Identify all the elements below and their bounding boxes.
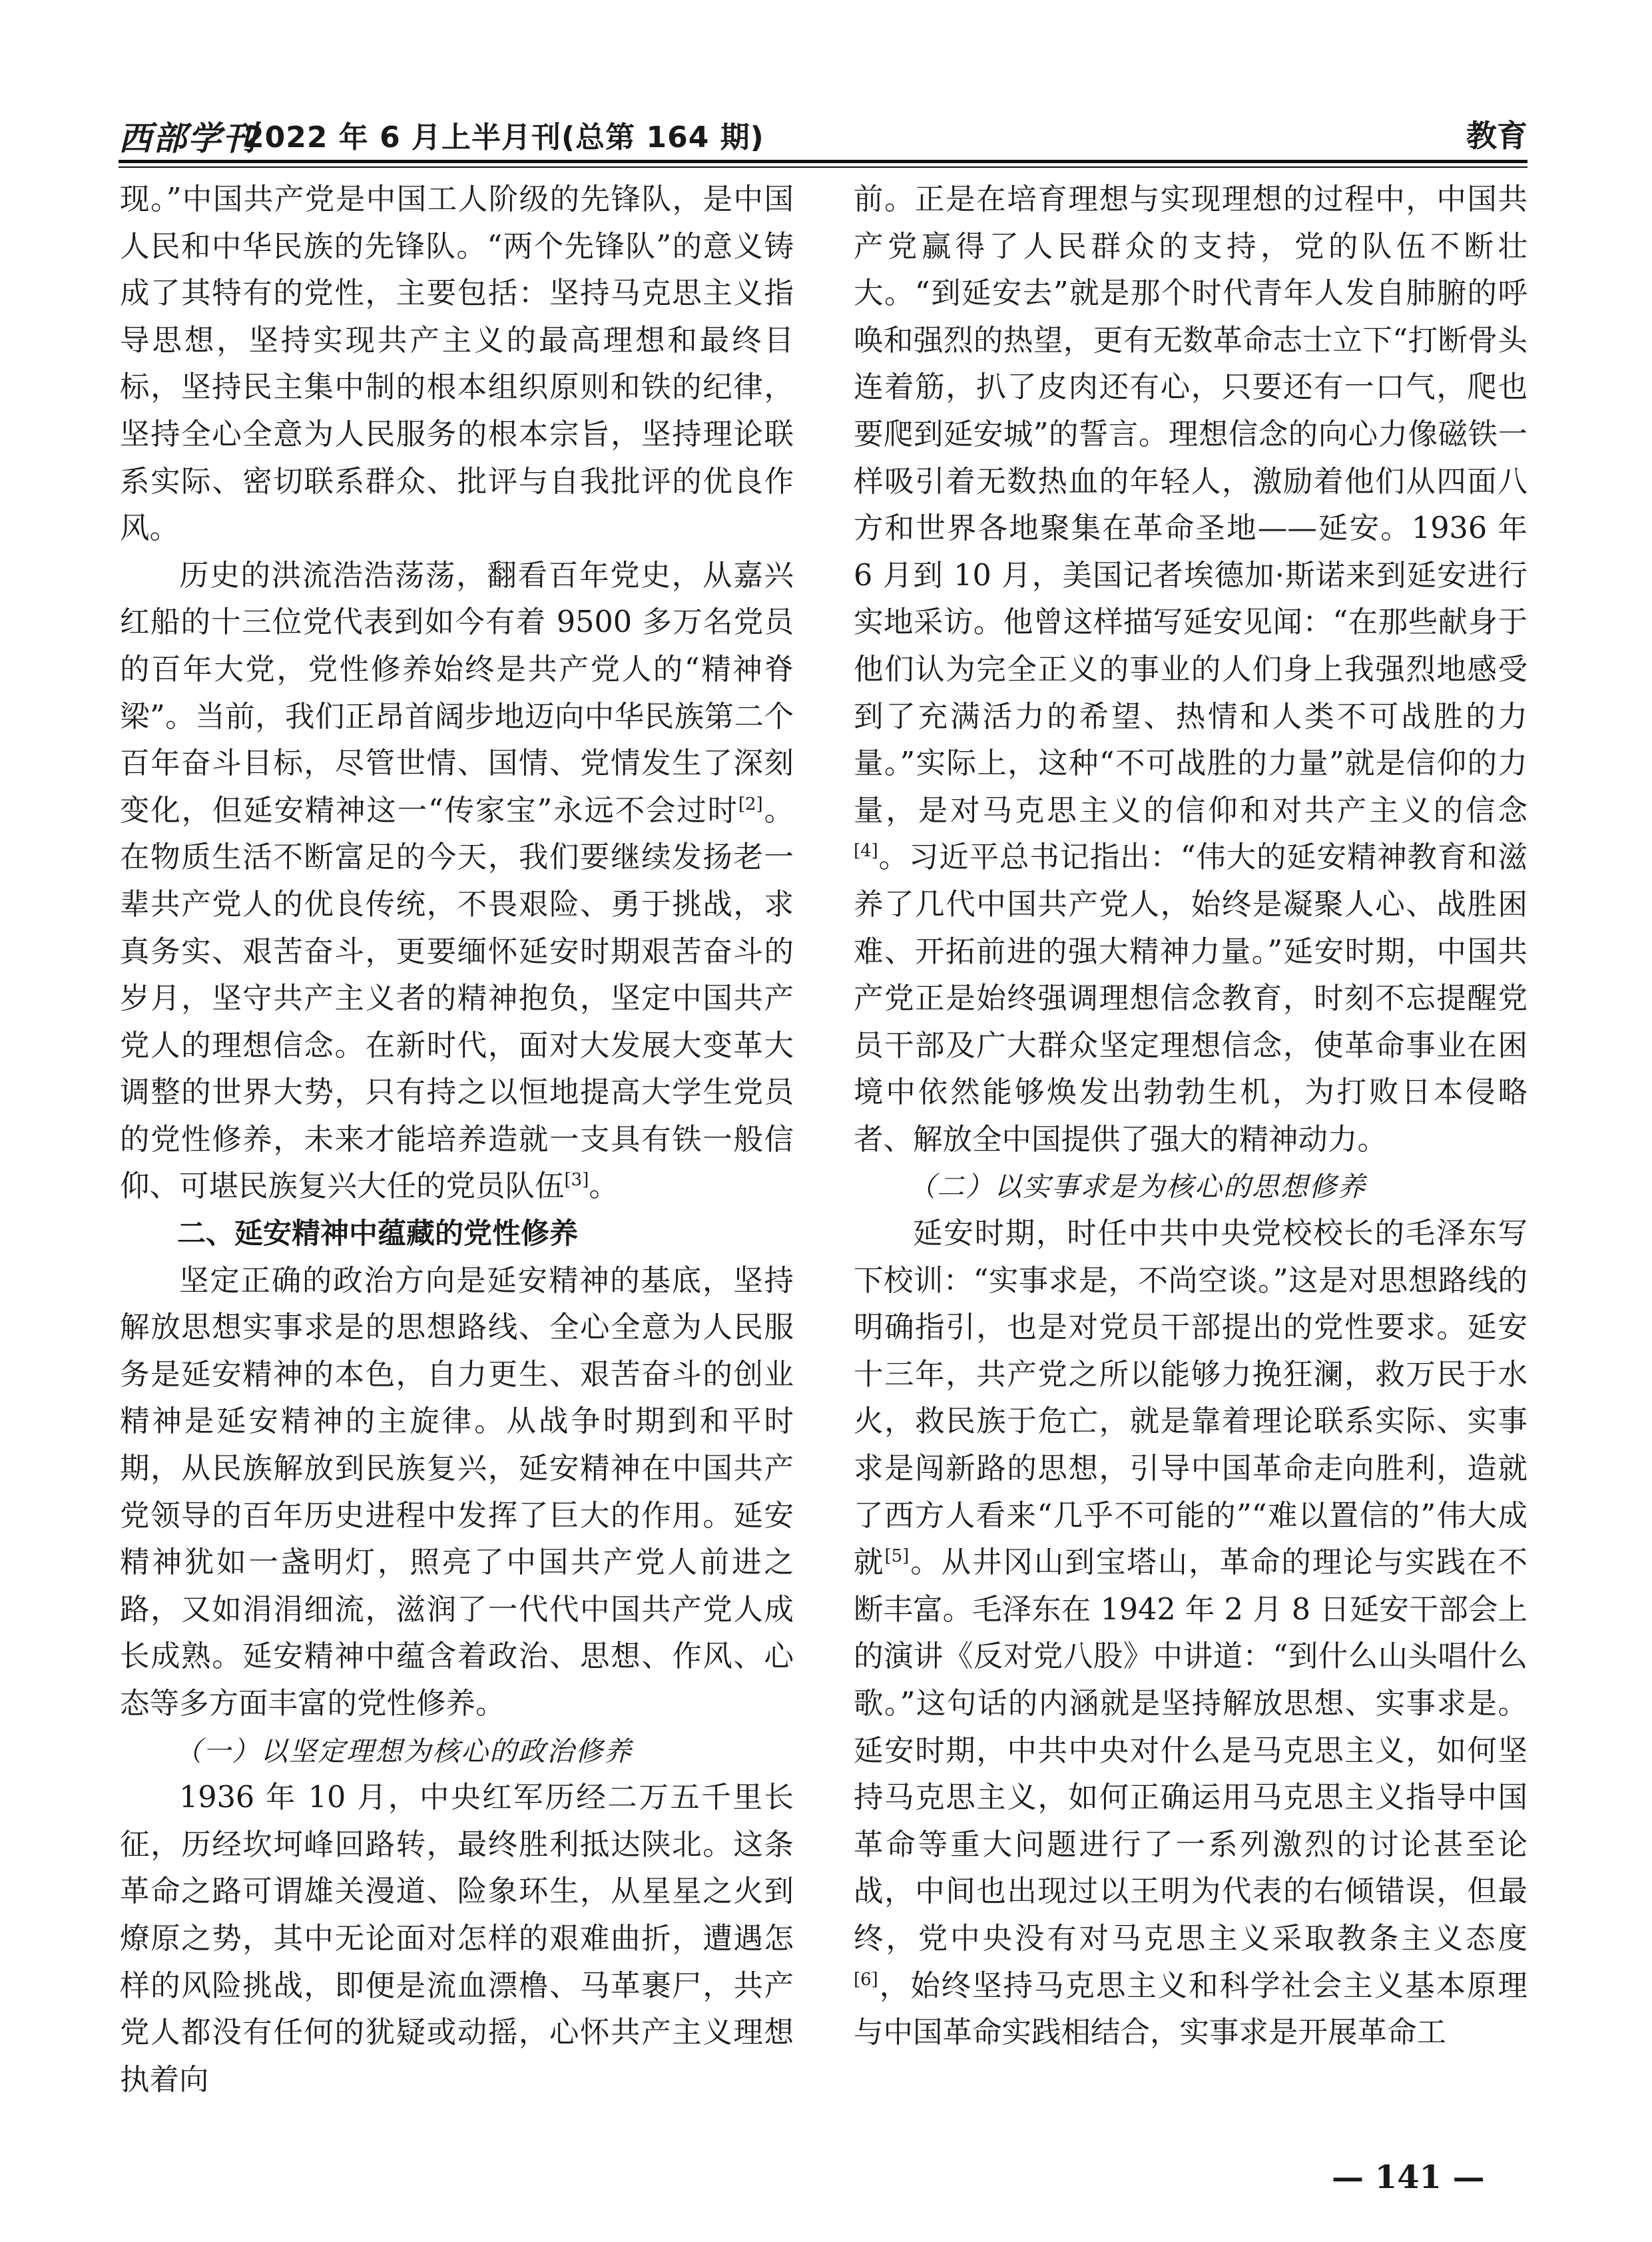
subsection-heading: （一）以坚定理想为核心的政治修养 — [174, 1735, 633, 1767]
citation-mark: [4] — [854, 841, 878, 862]
paragraph — [120, 553, 794, 1211]
paragraph-text: 。习近平总书记指出：“伟大的延安精神教育和滋养了几代中国共产党人，始终是凝聚人心、战胜困难、开拓前进的强大精神力量。”延安时期，中国共产党正是始终强调理想信念教育，时刻不忘提醒党员干部及广大群众坚定理想信念，使革命事业在困境中依然能够焕发出勃勃生机，为打败日本侵略者、解放全中国提供了强大的精神动力。 — [854, 840, 1527, 1157]
issue-info: 2022 年 6 月上半月刊(总第 164 期) — [244, 121, 764, 154]
citation-mark: [5] — [884, 1546, 910, 1567]
citation-mark: [3] — [564, 1170, 589, 1191]
citation-mark: [2] — [738, 794, 763, 814]
paragraph-text: 。从井冈山到宝塔山，革命的理论与实践在不断丰富。毛泽东在 1942 年 2 月 8 日延安干部会上的演讲《反对党八股》中讲道：“到什么山头唱什么歌。”这句话的内涵就是坚持解放思想、实事求是。延安时期，中共中央对什么是马克思主义，如何坚持马克思主义，如何正确运用马克思主义指导中国革命等重大问题进行了一系列激烈的讨论甚至论战，中间也出现过以王明为代表的右倾错误，但最终，党中央没有对马克思主义采取教条主义态度 — [854, 1545, 1527, 1956]
section-name: 教育 — [1466, 118, 1527, 154]
paragraph: 坚定正确的政治方向是延安精神的基底，坚持解放思想实事求是的思想路线、全心全意为人民服务是延安精神的本色，自力更生、艰苦奋斗的创业精神是延安精神的主旋律。从战争时期到和平时期，从民族解放到民族复兴，延安精神在中国共产党领导的百年历史进程中发挥了巨大的作用。延安精神犹如一盏明灯，照亮了中国共产党人前进之路，又如涓涓细流，滋润了一代代中国共产党人成长成熟。延安精神中蕴含着政治、思想、作风、心态等多方面丰富的党性修养。 — [120, 1263, 794, 1721]
paragraph: 1936 年 10 月，中央红军历经二万五千里长征，历经坎坷峰回路转，最终胜利抵达陕北。这条革命之路可谓雄关漫道、险象环生，从星星之火到燎原之势，其中无论面对怎样的艰难曲折，遭遇怎样的风险挑战，即便是流血漂橹、马革裹尸，共产党人都没有任何的犹疑或动摇，心怀共产主义理想执着向 — [120, 1781, 794, 2097]
running-header — [119, 107, 1527, 160]
paragraph-text: ，始终坚持马克思主义和科学社会主义基本原理与中国革命实践相结合，实事求是开展革命工 — [854, 1968, 1527, 2050]
paragraph-text: 前。正是在培育理想与实现理想的过程中，中国共产党赢得了人民群众的支持，党的队伍不断壮大。“到延安去”就是那个时代青年人发自肺腑的呼唤和强烈的热望，更有无数革命志士立下“打断骨头连着筋，扒了皮肉还有心，只要还有一口气，爬也要爬到延安城”的誓言。理想信念的向心力像磁铁一样吸引着无数热血的年轻人，激励着他们从四面八方和世界各地聚集在革命圣地——延安。1936 年 6 月到 10 月，美国记者埃德加·斯诺来到延安进行实地采访。他曾这样描写延安见闻：“在那些献身于他们认为完全正义的事业的人们身上我强烈地感受到了充满活力的希望、热情和人类不可战胜的力量。”实际上，这种“不可战胜的力量”就是信仰的力量，是对马克思主义的信仰和对共产主义的信念 — [854, 182, 1527, 828]
subsection-heading: （二）以实事求是为核心的思想修养 — [908, 1171, 1366, 1203]
paragraph — [854, 176, 1527, 1163]
paragraph-text: 。 — [589, 1169, 619, 1204]
paragraph-text: 。在物质生活不断富足的今天，我们要继续发扬老一辈共产党人的优良传统，不畏艰险、勇于挑战，求真务实、艰苦奋斗，更要缅怀延安时期艰苦奋斗的岁月，坚守共产主义者的精神抱负，坚定中国共产党人的理想信念。在新时代，面对大发展大变革大调整的世界大势，只有持之以恒地提高大学生党员的党性修养，未来才能培养造就一支具有铁一般信仰、可堪民族复兴大任的党员队伍 — [120, 793, 794, 1204]
journal-logo: 西部学刊 — [119, 119, 257, 158]
header-rule — [119, 160, 1527, 163]
paragraph: 现。”中国共产党是中国工人阶级的先锋队，是中国人民和中华民族的先锋队。“两个先锋队”的意义铸成了其特有的党性，主要包括：坚持马克思主义指导思想，坚持实现共产主义的最高理想和最终目标，坚持民主集中制的根本组织原则和铁的纪律，坚持全心全意为人民服务的根本宗旨，坚持理论联系实际、密切联系群众、批评与自我批评的优良作风。 — [120, 182, 794, 546]
page-number: — 141 — — [1332, 2159, 1485, 2196]
paragraph-text: 历史的洪流浩浩荡荡，翻看百年党史，从嘉兴红船的十三位党代表到如今有着 9500 多万名党员的百年大党，党性修养始终是共产党人的“精神脊梁”。当前，我们正昂首阔步地迈向中华民族第二个百年奋斗目标，尽管世情、国情、党情发生了深刻变化，但延安精神这一“传家宝”永远不会过时 — [120, 558, 794, 828]
left-column — [120, 176, 794, 2121]
section-heading: 二、延安精神中蕴藏的党性修养 — [177, 1217, 578, 1251]
paragraph-text: 延安时期，时任中共中央党校校长的毛泽东写下校训：“实事求是，不尚空谈。”这是对思想路线的明确指引，也是对党员干部提出的党性要求。延安十三年，共产党之所以能够力挽狂澜，救万民于水火，救民族于危亡，就是靠着理论联系实际、实事求是闯新路的思想，引导中国革命走向胜利，造就了西方人看来“几乎不可能的”“难以置信的”伟大成就 — [854, 1217, 1527, 1580]
header-rule-thin — [119, 166, 1527, 168]
paragraph — [854, 1211, 1527, 2057]
citation-mark: [6] — [854, 1969, 878, 1990]
right-column — [854, 176, 1527, 2121]
